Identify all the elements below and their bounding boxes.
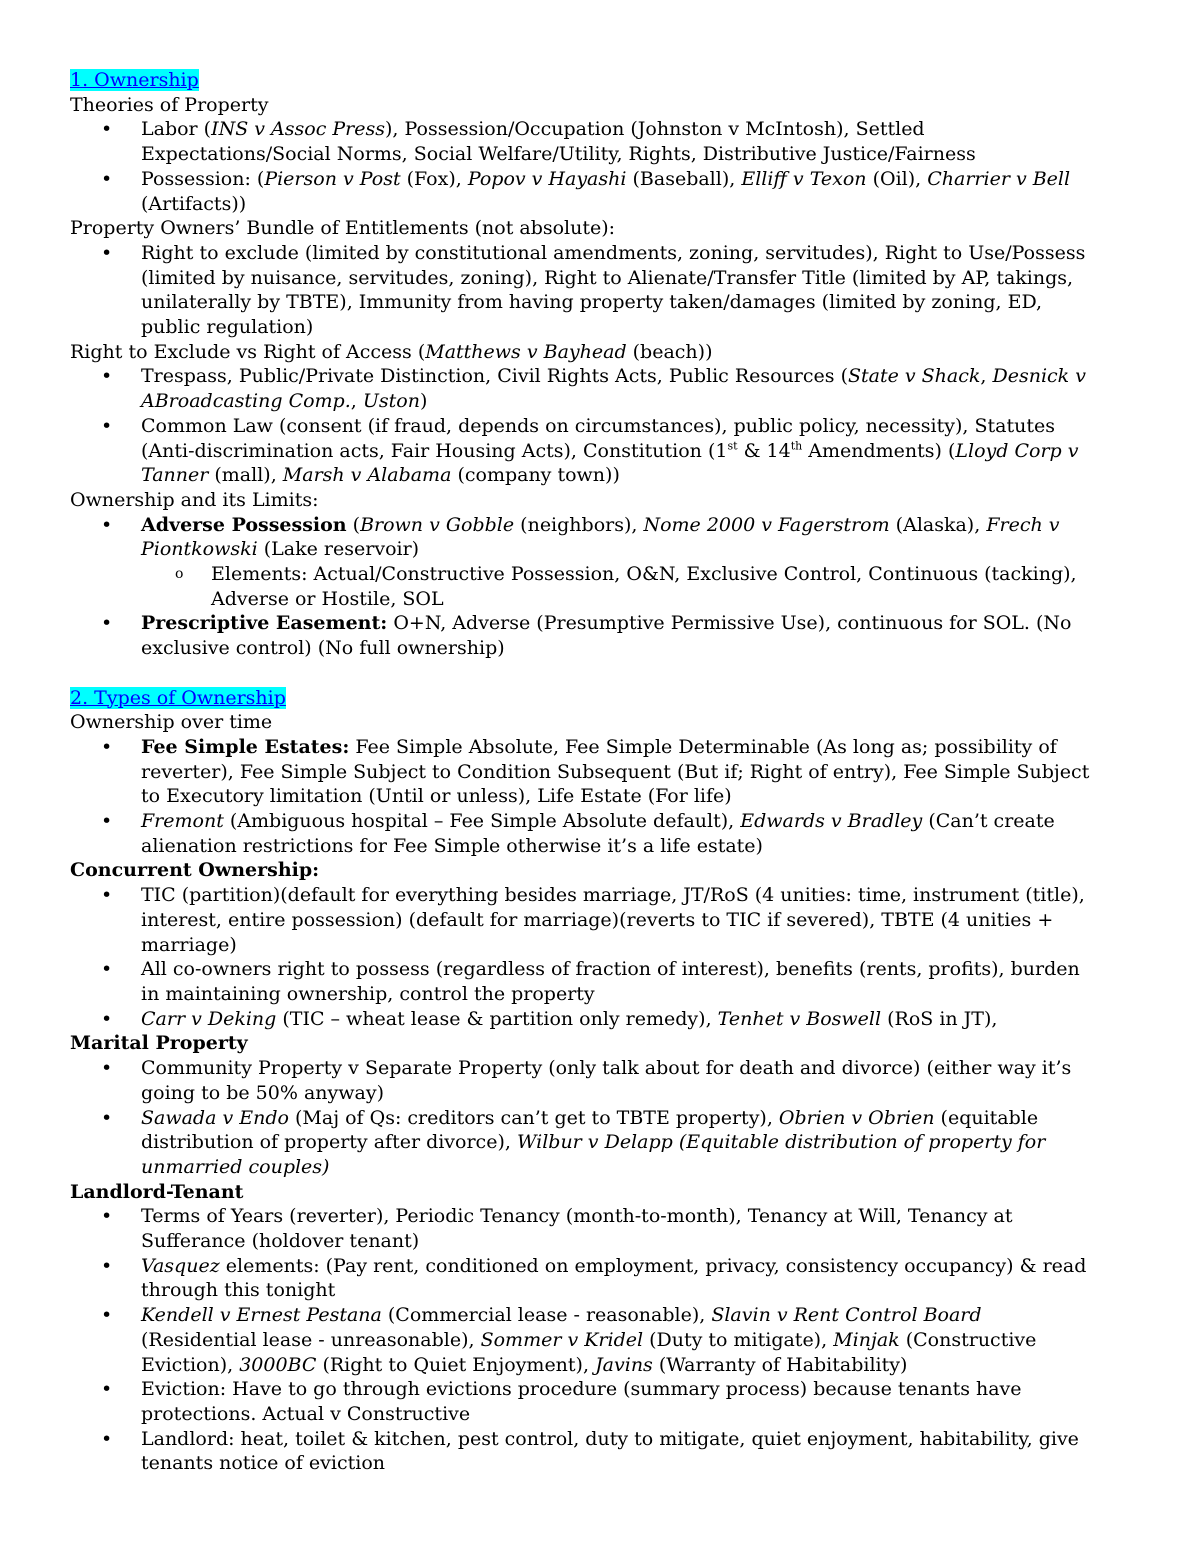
- bundle-list: [70, 241, 1130, 340]
- section-2-heading: [70, 686, 1130, 711]
- term-bold: Fee Simple Estates:: [141, 735, 350, 758]
- case-name: Nome 2000 v Fagerstrom: [643, 513, 890, 536]
- case-name: Carr v Deking: [141, 1007, 277, 1030]
- sub-list-item: o Elements: Actual/Constructive Possession, O&N, Exclusive Control, Continuous (tacking), Adverse or Hostile, SOL: [70, 562, 1130, 611]
- case-name: Fremont: [141, 810, 224, 833]
- case-name: Uston: [362, 390, 420, 413]
- case-name: Slavin v Rent Control Board: [711, 1304, 982, 1327]
- case-name: Minjak: [833, 1328, 900, 1351]
- list-item: • Prescriptive Easement: O+N, Adverse (Presumptive Permissive Use), continuous for SOL. (No exclusive control) (No full ownership): [70, 611, 1130, 660]
- overtime-list: [70, 735, 1130, 859]
- case-name: Sawada v Endo: [141, 1106, 289, 1129]
- spacer: [70, 661, 1130, 686]
- marital-list: [70, 1056, 1130, 1180]
- case-name: Pierson v Post: [264, 167, 401, 190]
- case-name: Brown v Gobble: [360, 513, 515, 536]
- list-item: • Carr v Deking (TIC – wheat lease & partition only remedy), Tenhet v Boswell (RoS in JT),: [70, 1007, 1130, 1032]
- case-name: Wilbur v Delapp (Equitable distribution of property for: [516, 1131, 1046, 1154]
- list-item: • Terms of Years (reverter), Periodic Tenancy (month-to-month), Tenancy at Will, Tenancy at Sufferance (holdover tenant): [70, 1204, 1130, 1253]
- section-1-heading: [70, 68, 1130, 93]
- list-item: • Trespass, Public/Private Distinction, Civil Rights Acts, Public Resources (State v Shack, Desnick v ABroadcasting Comp., Uston): [70, 364, 1130, 413]
- landlord-label: Landlord-Tenant: [70, 1180, 244, 1203]
- exclude-label: Right to Exclude vs Right of Access (Matthews v Bayhead (beach)): [70, 340, 713, 363]
- case-name: Matthews v Bayhead: [425, 340, 627, 363]
- case-name: Desnick v: [992, 365, 1086, 388]
- case-name: Elliff v Texon: [741, 167, 867, 190]
- term-bold: Adverse Possession: [141, 513, 347, 536]
- case-name: Javins: [595, 1353, 653, 1376]
- landlord-list: [70, 1204, 1130, 1476]
- concurrent-label: Concurrent Ownership:: [70, 859, 320, 882]
- document-page: [70, 68, 1130, 1476]
- list-item: • Eviction: Have to go through evictions procedure (summary process) because tenants have protections. Actual v Constructive: [70, 1377, 1130, 1426]
- list-item: • Community Property v Separate Property (only talk about for death and divorce) (either way it’s going to be 50% anyway): [70, 1056, 1130, 1105]
- list-item: • Vasquez elements: (Pay rent, conditioned on employment, privacy, consistency occupancy) & read through this tonight: [70, 1254, 1130, 1303]
- list-item: • Landlord: heat, toilet & kitchen, pest control, duty to mitigate, quiet enjoyment, habitability, give tenants notice of eviction: [70, 1427, 1130, 1476]
- case-name: Kendell v Ernest Pestana: [141, 1304, 382, 1327]
- case-name: Piontkowski: [141, 538, 258, 561]
- case-name: Vasquez: [141, 1254, 220, 1277]
- marital-label: Marital Property: [70, 1032, 248, 1055]
- list-item: • All co-owners right to possess (regardless of fraction of interest), benefits (rents, profits), burden in maintaining ownership, control the property: [70, 957, 1130, 1006]
- limits-label: Ownership and its Limits:: [70, 488, 319, 511]
- list-item: • Fee Simple Estates: Fee Simple Absolute, Fee Simple Determinable (As long as; possibility of reverter), Fee Simple Subject to Condition Subsequent (But if; Right of entry), Fee Simple Subject to Executory limitation (Until or unless), Life Estate (For life): [70, 735, 1130, 809]
- list-item: • Right to exclude (limited by constitutional amendments, zoning, servitudes), Right to Use/Possess (limited by nuisance, servitudes, zoning), Right to Alienate/Transfer Title (limited by AP, takings, unilaterally by TBTE), Immunity from having property taken/damages (limited by zoning, ED, public regulation): [70, 241, 1130, 340]
- case-name: Edwards v Bradley: [740, 810, 923, 833]
- list-item: • Sawada v Endo (Maj of Qs: creditors can’t get to TBTE property), Obrien v Obrien (equitable distribution of property after divorce), Wilbur v Delapp (Equitable distribution of property for unmarried couples): [70, 1106, 1130, 1180]
- case-name: Tenhet v Boswell: [717, 1007, 882, 1030]
- case-name: Charrier v Bell: [927, 167, 1071, 190]
- case-name: Tanner: [141, 464, 209, 487]
- overtime-label: Ownership over time: [70, 711, 273, 734]
- case-name: Frech v: [986, 513, 1060, 536]
- list-item: • Possession: (Pierson v Post (Fox), Popov v Hayashi (Baseball), Elliff v Texon (Oil), Charrier v Bell (Artifacts)): [70, 167, 1130, 216]
- case-name: 3000BC: [239, 1353, 317, 1376]
- case-name: Lloyd Corp v: [955, 439, 1079, 462]
- term-bold: Prescriptive Easement:: [141, 612, 388, 635]
- case-name: Popov v Hayashi: [467, 167, 627, 190]
- list-item: • Labor (INS v Assoc Press), Possession/Occupation (Johnston v McIntosh), Settled Expectations/Social Norms, Social Welfare/Utility, Rights, Distributive Justice/Fairness: [70, 117, 1130, 166]
- concurrent-list: [70, 883, 1130, 1031]
- list-item: • Fremont (Ambiguous hospital – Fee Simple Absolute default), Edwards v Bradley (Can’t create alienation restrictions for Fee Simple otherwise it’s a life estate): [70, 809, 1130, 858]
- list-item: • Kendell v Ernest Pestana (Commercial lease - reasonable), Slavin v Rent Control Board (Residential lease - unreasonable), Sommer v Kridel (Duty to mitigate), Minjak (Constructive Eviction), 3000BC (Right to Quiet Enjoyment), Javins (Warranty of Habitability): [70, 1303, 1130, 1377]
- bundle-label: Property Owners’ Bundle of Entitlements (not absolute):: [70, 217, 616, 240]
- theories-label: Theories of Property: [70, 93, 269, 116]
- list-item: • TIC (partition)(default for everything besides marriage, JT/RoS (4 unities: time, instrument (title), interest, entire possession) (default for marriage)(reverts to TIC if severed), TBTE (4 unities + marriage): [70, 883, 1130, 957]
- section-1-heading-text[interactable]: 1. Ownership: [70, 69, 199, 91]
- case-name: Marsh v Alabama: [282, 464, 452, 487]
- case-name: Obrien v Obrien: [778, 1106, 935, 1129]
- limits-sublist: [70, 562, 1130, 611]
- limits-list-2: [70, 611, 1130, 660]
- list-item: • Adverse Possession (Brown v Gobble (neighbors), Nome 2000 v Fagerstrom (Alaska), Frech v Piontkowski (Lake reservoir): [70, 513, 1130, 562]
- case-name: State v Shack: [847, 365, 981, 388]
- case-name: ABroadcasting Comp.: [141, 390, 351, 413]
- list-item: • Common Law (consent (if fraud, depends on circumstances), public policy, necessity), Statutes (Anti-discrimination acts, Fair Housing Acts), Constitution (1st & 14th Amendments) (Lloyd Corp v Tanner (mall), Marsh v Alabama (company town)): [70, 414, 1130, 488]
- theories-list: [70, 117, 1130, 216]
- limits-list: [70, 513, 1130, 562]
- case-name: Sommer v Kridel: [480, 1328, 644, 1351]
- exclude-list: [70, 364, 1130, 488]
- case-name: INS v Assoc Press: [211, 118, 386, 141]
- section-2-heading-text[interactable]: 2. Types of Ownership: [70, 686, 286, 709]
